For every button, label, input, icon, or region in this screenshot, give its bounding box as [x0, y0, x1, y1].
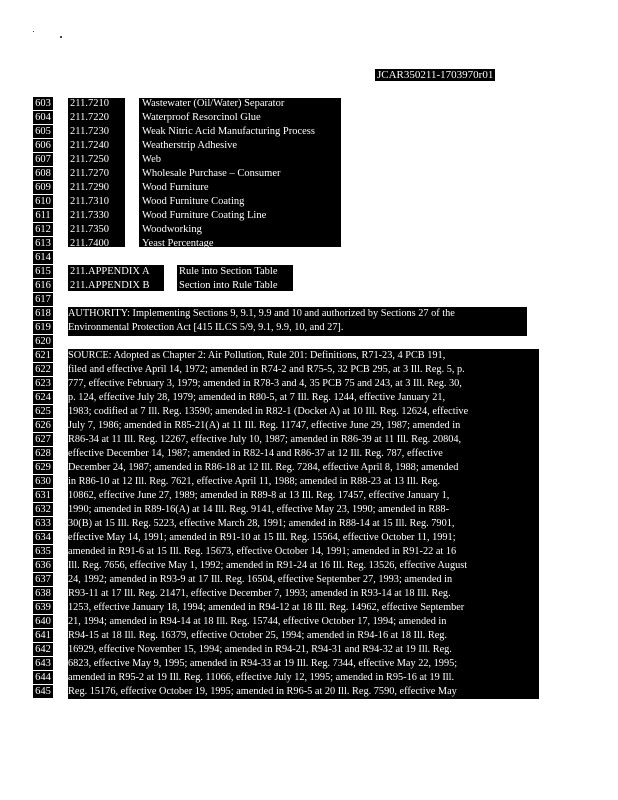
line-number: 623	[33, 377, 53, 390]
line-number: 636	[33, 559, 53, 572]
section-title: Woodworking	[142, 224, 202, 235]
line-number: 639	[33, 601, 53, 614]
section-title: Weak Nitric Acid Manufacturing Process	[142, 126, 315, 137]
line-number: 628	[33, 447, 53, 460]
source-line: R93-11 at 17 Ill. Reg. 21471, effective December 7, 1993; amended in R93-14 at 18 Ill. Reg.	[68, 588, 451, 599]
source-line: effective May 14, 1991; amended in R91-10 at 15 Ill. Reg. 15564, effective October 11, 1991;	[68, 532, 456, 543]
line-number: 604	[33, 111, 53, 124]
line-number: 617	[33, 293, 53, 306]
source-line: effective December 14, 1987; amended in R82-14 and R86-37 at 12 Ill. Reg. 787, effective	[68, 448, 443, 459]
appendix-title: Rule into Section Table	[179, 266, 278, 277]
source-line: Ill. Reg. 7656, effective May 1, 1992; amended in R91-24 at 16 Ill. Reg. 13526, effective August	[68, 560, 468, 571]
source-line: amended in R95-2 at 19 Ill. Reg. 11066, effective July 12, 1995; amended in R95-16 at 19 Ill.	[68, 672, 455, 683]
source-line: 21, 1994; amended in R94-14 at 18 Ill. Reg. 15744, effective October 17, 1994; amended in	[68, 616, 447, 627]
section-title: Wood Furniture Coating Line	[142, 210, 267, 221]
line-number: 642	[33, 643, 53, 656]
line-number: 618	[33, 307, 53, 320]
section-number: 211.7310	[70, 196, 109, 207]
source-line: December 24, 1987; amended in R86-18 at 12 Ill. Reg. 7284, effective April 8, 1988; amended	[68, 462, 459, 473]
section-title: Wood Furniture	[142, 182, 209, 193]
line-number: 614	[33, 251, 53, 264]
source-line: 30(B) at 15 Ill. Reg. 5223, effective March 28, 1991; amended in R88-14 at 15 Ill. Reg. 7901,	[68, 518, 455, 529]
line-number: 631	[33, 489, 53, 502]
line-number: 627	[33, 433, 53, 446]
source-line: in R86-10 at 12 Ill. Reg. 7621, effective April 11, 1988; amended in R88-23 at 13 Ill. Reg.	[68, 476, 441, 487]
section-title: Web	[142, 154, 161, 165]
line-number: 619	[33, 321, 53, 334]
line-number: 615	[33, 265, 53, 278]
source-line: p. 124, effective July 28, 1979; amended in R80-5, at 7 Ill. Reg. 1244, effective January 21,	[68, 392, 446, 403]
section-number: 211.7220	[70, 112, 109, 123]
source-line: 10862, effective June 27, 1989; amended in R89-8 at 13 Ill. Reg. 17457, effective January 1,	[68, 490, 450, 501]
source-line: July 7, 1986; amended in R85-21(A) at 11 Ill. Reg. 11747, effective June 29, 1987; amended in	[68, 420, 461, 431]
source-line: 1253, effective January 18, 1994; amended in R94-12 at 18 Ill. Reg. 14962, effective September	[68, 602, 465, 613]
line-number: 605	[33, 125, 53, 138]
source-line: R94-15 at 18 Ill. Reg. 16379, effective October 25, 1994; amended in R94-16 at 18 Ill. Reg.	[68, 630, 447, 641]
line-number: 610	[33, 195, 53, 208]
section-number: 211.7270	[70, 168, 109, 179]
section-number: 211.7250	[70, 154, 109, 165]
scan-speck	[33, 31, 34, 32]
line-number: 603	[33, 97, 53, 110]
section-number: 211.7230	[70, 126, 109, 137]
line-number: 607	[33, 153, 53, 166]
line-number: 645	[33, 685, 53, 698]
source-line: R86-34 at 11 Ill. Reg. 12267, effective July 10, 1987; amended in R86-39 at 11 Ill. Reg. 20804,	[68, 434, 462, 445]
line-number: 612	[33, 223, 53, 236]
section-number: 211.7290	[70, 182, 109, 193]
line-number: 630	[33, 475, 53, 488]
line-number: 608	[33, 167, 53, 180]
line-number: 638	[33, 587, 53, 600]
line-number: 641	[33, 629, 53, 642]
line-number: 637	[33, 573, 53, 586]
section-title: Weatherstrip Adhesive	[142, 140, 238, 151]
section-title: Wholesale Purchase – Consumer	[142, 168, 281, 179]
source-line: 1983; codified at 7 Ill. Reg. 13590; amended in R82-1 (Docket A) at 10 Ill. Reg. 12624, effective	[68, 406, 469, 417]
line-number: 620	[33, 335, 53, 348]
document-code: JCAR350211-1703970r01	[377, 69, 494, 81]
appendix-number: 211.APPENDIX A	[70, 266, 150, 277]
line-number: 644	[33, 671, 53, 684]
authority-line: Environmental Protection Act [415 ILCS 5/9, 9.1, 9.9, 10, and 27].	[68, 322, 344, 333]
section-number: 211.7240	[70, 140, 109, 151]
source-line: filed and effective April 14, 1972; amended in R74-2 and R75-5, 32 PCB 295, at 3 Ill. Reg. 5, p.	[68, 364, 465, 375]
section-number: 211.7350	[70, 224, 109, 235]
source-line: 6823, effective May 9, 1995; amended in R94-33 at 19 Ill. Reg. 7344, effective May 22, 1995;	[68, 658, 458, 669]
line-number: 634	[33, 531, 53, 544]
line-number: 629	[33, 461, 53, 474]
source-line: 16929, effective November 15, 1994; amended in R94-21, R94-31 and R94-32 at 19 Ill. Reg.	[68, 644, 452, 655]
line-number: 624	[33, 391, 53, 404]
scan-speck	[60, 36, 62, 38]
line-number: 632	[33, 503, 53, 516]
section-number: 211.7210	[70, 98, 109, 109]
source-line: 24, 1992; amended in R93-9 at 17 Ill. Reg. 16504, effective September 27, 1993; amended in	[68, 574, 453, 585]
source-line: SOURCE: Adopted as Chapter 2: Air Pollution, Rule 201: Definitions, R71-23, 4 PCB 191,	[68, 350, 446, 361]
source-line: 777, effective February 3, 1979; amended in R78-3 and 4, 35 PCB 75 and 243, at 3 Ill. Reg. 30,	[68, 378, 462, 389]
source-line: amended in R91-6 at 15 Ill. Reg. 15673, effective October 14, 1991; amended in R91-22 at 16	[68, 546, 457, 557]
section-title: Waterproof Resorcinol Glue	[142, 112, 261, 123]
line-number: 622	[33, 363, 53, 376]
section-number: 211.7400	[70, 238, 109, 249]
appendix-title: Section into Rule Table	[179, 280, 278, 291]
section-title: Wood Furniture Coating	[142, 196, 245, 207]
authority-line: AUTHORITY: Implementing Sections 9, 9.1, 9.9 and 10 and authorized by Sections 27 of the	[68, 308, 455, 319]
source-line: 1990; amended in R89-16(A) at 14 Ill. Reg. 9141, effective May 23, 1990; amended in R88-	[68, 504, 449, 515]
line-number: 635	[33, 545, 53, 558]
line-number: 613	[33, 237, 53, 250]
line-number: 621	[33, 349, 53, 362]
appendix-number: 211.APPENDIX B	[70, 280, 150, 291]
line-number: 633	[33, 517, 53, 530]
line-number: 625	[33, 405, 53, 418]
line-number: 611	[33, 209, 53, 222]
line-number: 640	[33, 615, 53, 628]
section-number: 211.7330	[70, 210, 109, 221]
line-number: 616	[33, 279, 53, 292]
source-line: Reg. 15176, effective October 19, 1995; amended in R96-5 at 20 Ill. Reg. 7590, effective May	[68, 686, 457, 697]
line-number: 643	[33, 657, 53, 670]
line-number: 606	[33, 139, 53, 152]
line-number: 626	[33, 419, 53, 432]
line-number: 609	[33, 181, 53, 194]
section-title: Yeast Percentage	[142, 238, 214, 249]
section-title: Wastewater (Oil/Water) Separator	[142, 98, 285, 109]
